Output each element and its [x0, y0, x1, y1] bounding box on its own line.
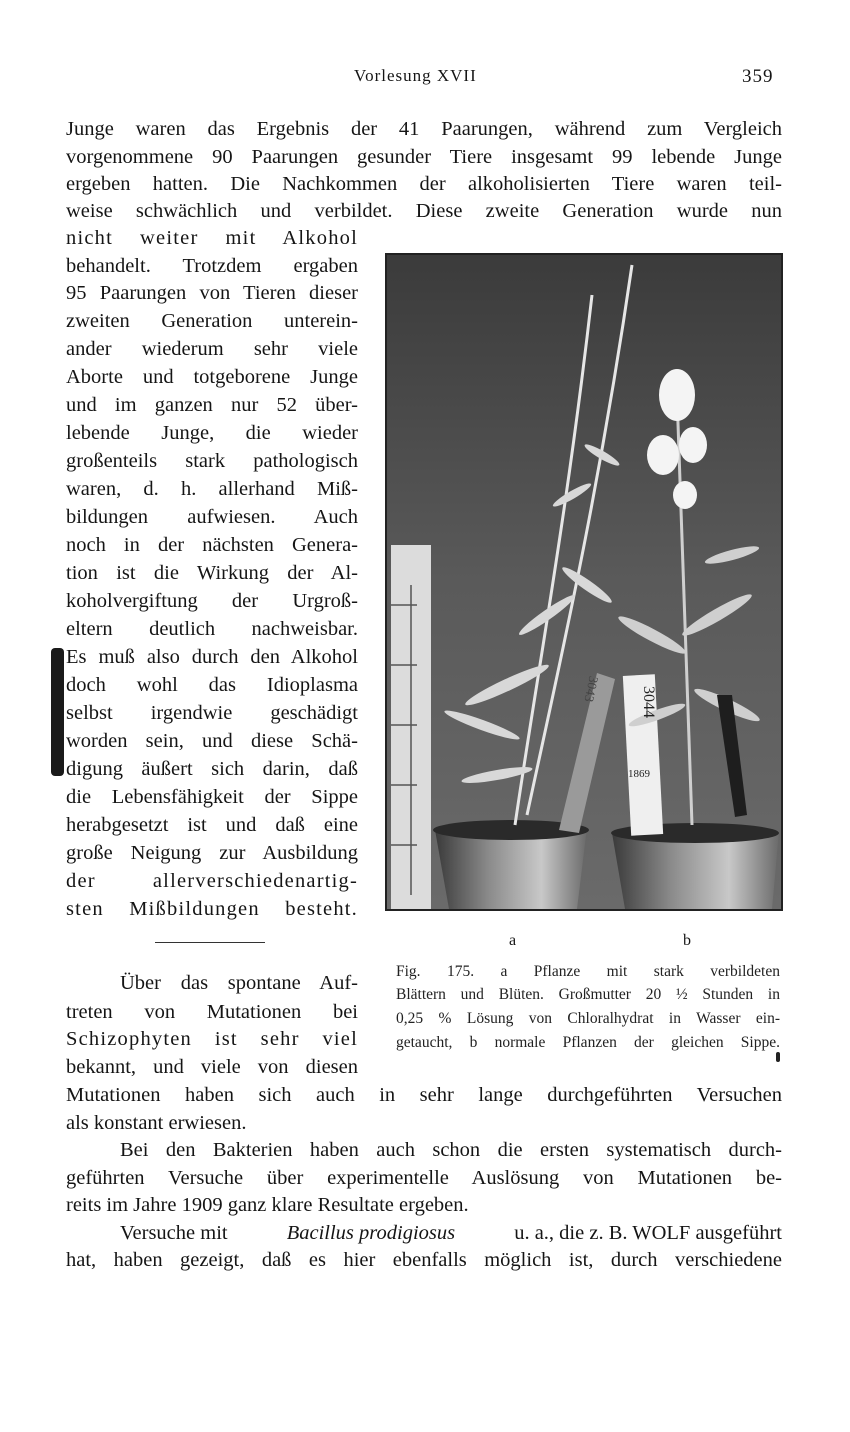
text-line: Aborte und totgeborene Junge [66, 366, 358, 388]
text-line: Mutationen haben sich auch in sehr lange durchgeführten Versuchen [66, 1084, 782, 1106]
text-line: sten Mißbildungen besteht. [66, 898, 358, 920]
text-line: ergeben hatten. Die Nachkommen der alkoholisierten Tiere waren teil- [66, 173, 782, 195]
text-line: 95 Paarungen von Tieren dieser [66, 282, 358, 304]
text-line: lebende Junge, die wieder [66, 422, 358, 444]
text-line [120, 1220, 782, 1246]
text-line: große Neigung zur Ausbildung [66, 842, 358, 864]
text-line: und im ganzen nur 52 über- [66, 394, 358, 416]
figure-stake-text: 3043 [581, 674, 602, 704]
text-line: doch wohl das Idioplasma [66, 674, 358, 696]
text-line: bekannt, und viele von diesen [66, 1056, 358, 1078]
text-line: waren, d. h. allerhand Miß- [66, 478, 358, 500]
text-line: zweiten Generation unterein- [66, 310, 358, 332]
text-line: Über das spontane Auf- [120, 972, 358, 994]
text-line: als konstant erwiesen. [66, 1112, 247, 1134]
text-line: eltern deutlich nachweisbar. [66, 618, 358, 640]
caption-line: 0,25 % Lösung von Chloralhydrat in Wasser ein- [396, 1010, 780, 1027]
text-line: worden sein, und diese Schä- [66, 730, 358, 752]
figure-label-a: a [509, 932, 517, 949]
page-number: 359 [742, 66, 774, 87]
text-line: treten von Mutationen bei [66, 1001, 358, 1023]
text-line: vorgenommene 90 Paarungen gesunder Tiere insgesamt 99 lebende Junge [66, 146, 782, 168]
text-line: Schizophyten ist sehr viel [66, 1028, 358, 1050]
text-line: koholvergiftung der Urgroß- [66, 590, 358, 612]
text-line: der allerverschiedenartig- [66, 870, 358, 892]
text-line: hat, haben gezeigt, daß es hier ebenfalls möglich ist, durch verschiedene [66, 1249, 782, 1271]
stray-mark [776, 1052, 780, 1062]
text-line: noch in der nächsten Genera- [66, 534, 358, 556]
figure-photo [385, 253, 783, 911]
text-line: großenteils stark pathologisch [66, 450, 358, 472]
plant-photo-illustration [387, 255, 781, 909]
text-line: Es muß also durch den Alkohol [66, 646, 358, 668]
text-line: bildungen aufwiesen. Auch [66, 506, 358, 528]
text-line: weise schwächlich und verbildet. Diese zweite Generation wurde nun [66, 200, 782, 222]
text-fragment: u. a., die z. B. WOLF ausgeführt [509, 1222, 782, 1244]
figure-tag-year: 1869 [628, 768, 650, 780]
text-fragment: Versuche mit [120, 1222, 233, 1244]
caption-line: Blättern und Blüten. Großmutter 20 ½ Stunden in [396, 986, 780, 1003]
caption-line: getaucht, b normale Pflanzen der gleichen Sippe. [396, 1034, 780, 1051]
text-line: ander wiederum sehr viele [66, 338, 358, 360]
running-head: Vorlesung XVII [354, 66, 477, 85]
figure-tag-text: 3044 [640, 686, 657, 718]
species-name: Bacillus prodigiosus [286, 1222, 456, 1244]
text-line: herabgesetzt ist und daß eine [66, 814, 358, 836]
text-line: reits im Jahre 1909 ganz klare Resultate ergeben. [66, 1194, 469, 1216]
text-line: tion ist die Wirkung der Al- [66, 562, 358, 584]
margin-mark [51, 648, 64, 776]
text-line: behandelt. Trotzdem ergaben [66, 255, 358, 277]
section-rule [155, 942, 265, 943]
text-line: nicht weiter mit Alkohol [66, 227, 358, 249]
text-line: die Lebensfähigkeit der Sippe [66, 786, 358, 808]
text-line: Bei den Bakterien haben auch schon die ersten systematisch durch- [120, 1139, 782, 1161]
text-line: digung äußert sich darin, daß [66, 758, 358, 780]
text-line: Junge waren das Ergebnis der 41 Paarungen, während zum Vergleich [66, 118, 782, 140]
text-line: geführten Versuche über experimentelle Auslösung von Mutationen be- [66, 1167, 782, 1189]
text-line: selbst irgendwie geschädigt [66, 702, 358, 724]
caption-line: Fig. 175. a Pflanze mit stark verbildeten [396, 963, 780, 980]
figure-label-b: b [683, 932, 691, 949]
